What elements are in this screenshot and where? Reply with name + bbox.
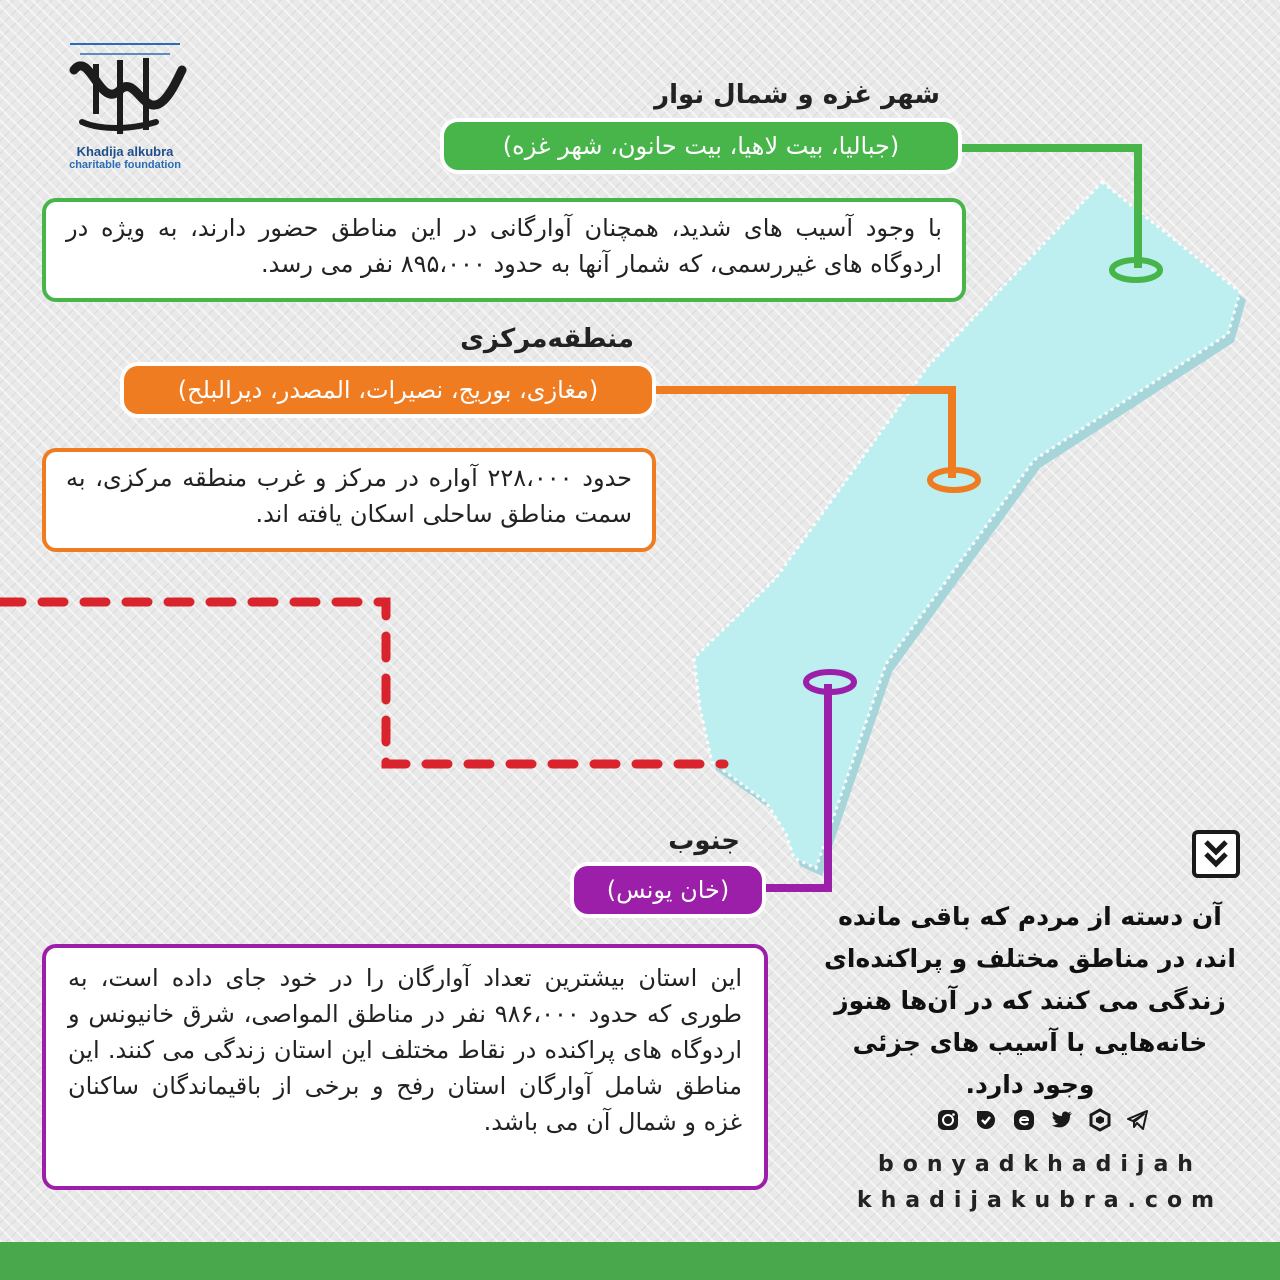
- eitaa-icon[interactable]: [1012, 1108, 1036, 1132]
- side-note-text: آن دسته از مردم که باقی مانده اند، در مناطق مختلف و پراکنده‌ای زندگی می کنند که در آن‌ها هنوز خانه‌هایی با آسیب های جزئی وجود دارد.: [824, 902, 1236, 1099]
- logo-emblem: [60, 30, 190, 140]
- telegram-icon[interactable]: [1126, 1108, 1150, 1132]
- logo-subtitle: charitable foundation: [69, 159, 181, 171]
- central-description-box: حدود ۲۲۸،۰۰۰ آواره در مرکز و غرب منطقه مرکزی، به سمت مناطق ساحلی اسکان یافته اند.: [42, 448, 656, 552]
- twitter-icon[interactable]: [1050, 1108, 1074, 1132]
- rubika-icon[interactable]: [1088, 1108, 1112, 1132]
- north-region-title: شهر غزه و شمال نوار: [654, 80, 940, 110]
- north-cities-pill: (جبالیا، بیت لاهیا، بیت حانون، شهر غزه): [440, 118, 962, 174]
- south-region-title: جنوب: [668, 826, 740, 856]
- logo-name: Khadija alkubra: [76, 144, 174, 159]
- social-icons-row: [918, 1108, 1168, 1132]
- north-description-box: با وجود آسیب های شدید، همچنان آوارگانی در این مناطق حضور دارند، به ویژه در اردوگاه های غیررسمی، که شمار آنها به حدود ۸۹۵،۰۰۰ نفر می رسد.: [42, 198, 966, 302]
- south-cities-pill: (خان یونس): [570, 862, 766, 918]
- bale-icon[interactable]: [974, 1108, 998, 1132]
- instagram-icon[interactable]: [936, 1108, 960, 1132]
- scroll-down-icon[interactable]: [1192, 830, 1240, 878]
- logo: [60, 30, 190, 170]
- website-url[interactable]: khadijakubra.com: [857, 1188, 1223, 1213]
- south-description-box: این استان بیشترین تعداد آوارگان را در خود جای داده است، به طوری که حدود ۹۸۶،۰۰۰ نفر در مناطق المواصی، شرق خانیونس و اردوگاه های پراکنده در نقاط مختلف این استان زندگی می کنند. این مناطق شامل آوارگان استان رفح و برخی از باقیماندگان ساکنان غزه و شمال آن می باشد.: [42, 944, 768, 1190]
- social-handle[interactable]: bonyadkhadijah: [878, 1152, 1202, 1177]
- egypt-border-line: [0, 602, 724, 764]
- bottom-bar: [0, 1242, 1280, 1280]
- central-region-title: منطقه‌مرکزی: [460, 324, 634, 354]
- central-cities-pill: (مغازی، بوریج، نصیرات، المصدر، دیرالبلح): [120, 362, 656, 418]
